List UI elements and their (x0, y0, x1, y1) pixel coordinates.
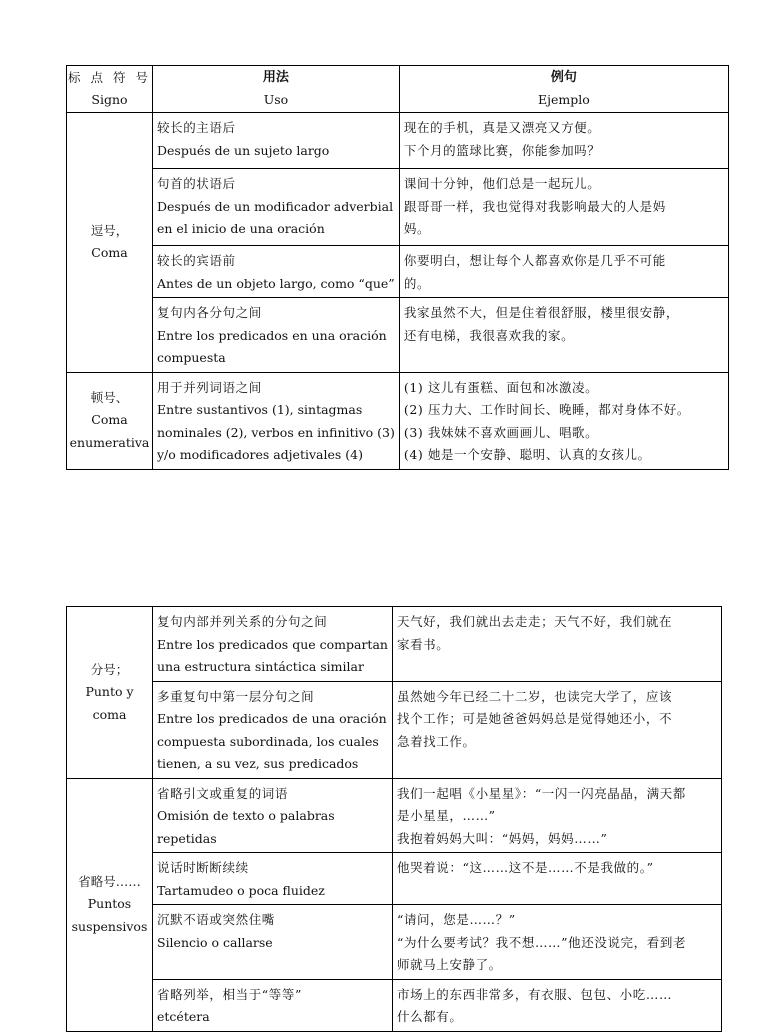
table-row (67, 778, 722, 853)
header-signo-es: Signo (91, 92, 128, 107)
usage-es: Omisión de texto o palabras (157, 808, 335, 823)
usage-es: Entre los predicados en una oración (157, 327, 387, 343)
example-line: 虽然她今年已经二十二岁，也读完大学了，应该 (396, 688, 673, 704)
symbol-zh: 顿号、 (90, 389, 129, 405)
header-ejemplo-zh: 例句 (550, 70, 577, 85)
symbol-cell-coma-enumerativa (67, 372, 153, 469)
header-row (67, 66, 729, 113)
usage-zh: 较长的宾语前 (157, 253, 236, 268)
table-row (67, 979, 722, 1031)
example-line: 下个月的篮球比赛，你能参加吗？ (403, 142, 601, 158)
table-row (67, 372, 729, 469)
symbol-cell-puntos-suspensivos (67, 778, 153, 1031)
usage-es: tienen, a su vez, sus predicados (157, 756, 359, 771)
usage-cell (153, 681, 393, 778)
usage-zh: 说话时断断续续 (157, 860, 249, 875)
example-line: 我家虽然不大，但是住着很舒服，楼里很安静， (403, 305, 679, 320)
example-line: 家看书。 (396, 636, 450, 652)
table-row (67, 298, 729, 373)
symbol-zh: 逗号， (90, 222, 129, 238)
example-line: 市场上的东西非常多，有衣服、包包、小吃…… (396, 986, 673, 1002)
header-uso (153, 66, 400, 113)
usage-cell (153, 607, 393, 682)
table-row (67, 246, 729, 298)
usage-es: etcétera (157, 1009, 210, 1024)
example-line: (3) 我妹妹不喜欢画画儿、唱歌。 (403, 424, 599, 440)
usage-es: compuesta (157, 350, 226, 365)
usage-es: compuesta subordinada, los cuales (157, 733, 379, 749)
example-cell (399, 113, 728, 169)
symbol-es: enumerativa (69, 434, 150, 450)
usage-es: Antes de un objeto largo, como “que” (157, 275, 395, 291)
usage-es: nominales (2), verbos en infinitivo (3) (157, 424, 395, 440)
usage-zh: 较长的主语后 (157, 120, 236, 135)
usage-es: Entre sustantivos (1), sintagmas (157, 402, 363, 417)
example-line: 还有电梯，我很喜欢我的家。 (403, 327, 575, 343)
header-signo-zh: 标 点 符 号 (68, 70, 151, 85)
example-line: 什么都有。 (396, 1009, 463, 1024)
header-uso-es: Uso (263, 92, 289, 107)
header-ejemplo (399, 66, 728, 113)
example-line: “请问，您是……？” (396, 912, 516, 927)
header-signo (67, 66, 153, 113)
table-row (67, 113, 729, 169)
example-line: (4) 她是一个安静、聪明、认真的女孩儿。 (403, 447, 651, 462)
symbol-es: Coma (91, 245, 128, 261)
usage-zh: 省略列举，相当于“等等” (157, 986, 302, 1002)
table-row (67, 681, 722, 778)
usage-es: y/o modificadores adjetivales (4) (157, 447, 363, 462)
example-cell (399, 169, 728, 246)
example-cell (392, 681, 721, 778)
symbol-es: Punto y (85, 684, 134, 699)
usage-es: Silencio o callarse (157, 934, 273, 950)
example-line: 妈。 (403, 221, 431, 236)
symbol-zh: 省略号…… (78, 873, 141, 889)
example-line: 天气好，我们就出去走走；天气不好，我们就在 (396, 614, 673, 629)
usage-zh: 多重复句中第一层分句之间 (157, 688, 315, 704)
usage-es: Después de un sujeto largo (157, 142, 330, 158)
example-line: 现在的手机，真是又漂亮又方便。 (403, 120, 601, 135)
example-line: 他哭着说：“这……这不是……不是我做的。” (396, 860, 654, 875)
example-cell (392, 979, 721, 1031)
usage-cell (153, 113, 400, 169)
usage-zh: 复句内部并列关系的分句之间 (157, 614, 328, 629)
usage-cell (153, 246, 400, 298)
symbol-cell-punto-y-coma (67, 607, 153, 779)
example-line: (2) 压力大、工作时间长、晚睡，都对身体不好。 (403, 402, 690, 417)
usage-cell (153, 905, 393, 980)
table-row (67, 169, 729, 246)
usage-cell (153, 298, 400, 373)
table-row (67, 607, 722, 682)
usage-es: Entre los predicados que compartan (157, 636, 388, 652)
example-cell (392, 853, 721, 905)
symbol-es: Coma (91, 412, 128, 428)
example-cell (399, 298, 728, 373)
example-line: 师就马上安静了。 (396, 957, 502, 972)
example-cell (392, 778, 721, 853)
example-line: 你要明白，想让每个人都喜欢你是几乎不可能 (403, 253, 666, 268)
symbol-es: suspensivos (71, 918, 148, 934)
punctuation-table-2 (66, 606, 722, 1032)
usage-cell (153, 778, 393, 853)
example-line: 的。 (403, 275, 431, 291)
example-line: 我们一起唱《小星星》：“一闪一闪亮晶晶，满天都 (396, 785, 686, 801)
symbol-cell-coma (67, 113, 153, 373)
usage-es: Tartamudeo o poca fluidez (157, 882, 325, 898)
usage-zh: 句首的状语后 (157, 176, 236, 191)
example-cell (392, 905, 721, 980)
example-line: 课间十分钟，他们总是一起玩儿。 (403, 176, 601, 191)
example-cell (392, 607, 721, 682)
symbol-es: Puntos (87, 896, 132, 912)
usage-es: repetidas (157, 830, 217, 846)
example-line: 我抱着妈妈大叫：“妈妈，妈妈……” (396, 830, 608, 846)
usage-es: en el inicio de una oración (157, 221, 325, 236)
usage-zh: 复句内各分句之间 (157, 305, 262, 320)
example-line: 找个工作；可是她爸爸妈妈总是觉得她还小，不 (396, 711, 673, 726)
usage-zh: 省略引文或重复的词语 (157, 785, 289, 801)
example-line: (1) 这儿有蛋糕、面包和冰激凌。 (403, 379, 599, 395)
header-ejemplo-es: Ejemplo (537, 92, 590, 107)
example-cell (399, 372, 728, 469)
usage-cell (153, 372, 400, 469)
usage-es: Entre los predicados de una oración (157, 711, 387, 726)
header-uso-zh: 用法 (262, 70, 289, 85)
example-line: 跟哥哥一样，我也觉得对我影响最大的人是妈 (403, 198, 666, 214)
table-row (67, 853, 722, 905)
punctuation-table-1 (66, 65, 729, 470)
example-line: 是小星星，……” (396, 808, 496, 823)
example-line: 急着找工作。 (396, 733, 476, 749)
table-row (67, 905, 722, 980)
usage-cell (153, 853, 393, 905)
usage-es: Después de un modificador adverbial (157, 198, 394, 214)
usage-cell (153, 169, 400, 246)
usage-cell (153, 979, 393, 1031)
usage-zh: 用于并列词语之间 (157, 379, 262, 395)
symbol-es: coma (92, 706, 127, 722)
usage-zh: 沉默不语或突然住嘴 (157, 912, 275, 927)
symbol-zh: 分号； (90, 661, 129, 677)
example-line: “为什么要考试？我不想……”他还没说完，看到老 (396, 934, 687, 950)
usage-es: una estructura sintáctica similar (157, 659, 364, 674)
example-cell (399, 246, 728, 298)
